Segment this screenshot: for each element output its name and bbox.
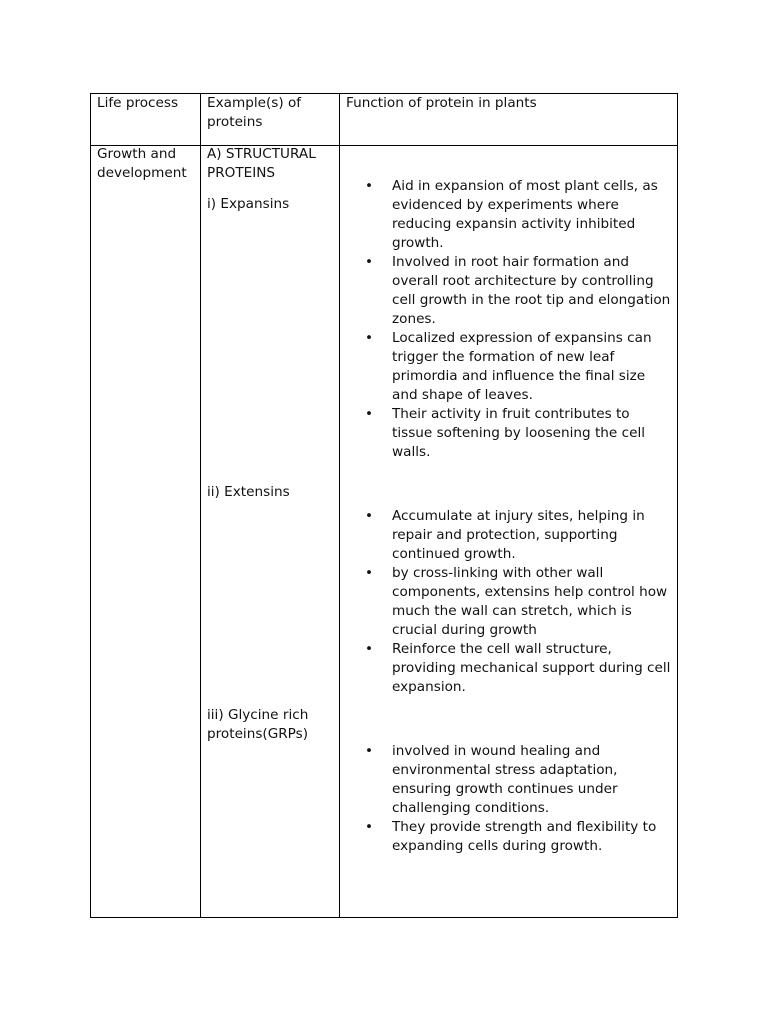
list-item: • involved in wound healing and environmental stress adaptation, ensuring growth continues under challenging conditions. [363, 742, 673, 818]
header-examples-of-proteins: Example(s) of proteins [207, 95, 302, 130]
protein-name-grps: iii) Glycine rich proteins(GRPs) [207, 707, 309, 742]
list-item: • They provide strength and flexibility to expanding cells during growth. [363, 818, 673, 856]
list-item: • by cross-linking with other wall components, extensins help control how much the wall can stretch, which is crucial during growth [363, 564, 673, 640]
column-divider [339, 94, 340, 917]
list-item: • Their activity in fruit contributes to tissue softening by loosening the cell walls. [363, 405, 673, 462]
column-divider [200, 94, 201, 917]
protein-function-table [90, 93, 678, 918]
list-item: • Involved in root hair formation and overall root architecture by controlling cell growth in the root tip and elongation zones. [363, 253, 673, 329]
expansins-function-list [363, 177, 673, 462]
protein-name-extensins: ii) Extensins [207, 484, 290, 500]
header-protein-function: Function of protein in plants [346, 95, 537, 111]
protein-name-expansins: i) Expansins [207, 196, 290, 212]
extensins-function-list [363, 507, 673, 697]
list-item: • Localized expression of expansins can trigger the formation of new leaf primordia and influence the final size and shape of leaves. [363, 329, 673, 405]
protein-category: A) STRUCTURAL PROTEINS [207, 146, 316, 181]
list-item: • Accumulate at injury sites, helping in repair and protection, supporting continued growth. [363, 507, 673, 564]
header-life-process: Life process [97, 95, 179, 111]
list-item: • Aid in expansion of most plant cells, as evidenced by experiments where reducing expansin activity inhibited growth. [363, 177, 673, 253]
life-process-cell: Growth and development [97, 146, 187, 181]
grps-function-list [363, 742, 673, 856]
list-item: • Reinforce the cell wall structure, providing mechanical support during cell expansion. [363, 640, 673, 697]
